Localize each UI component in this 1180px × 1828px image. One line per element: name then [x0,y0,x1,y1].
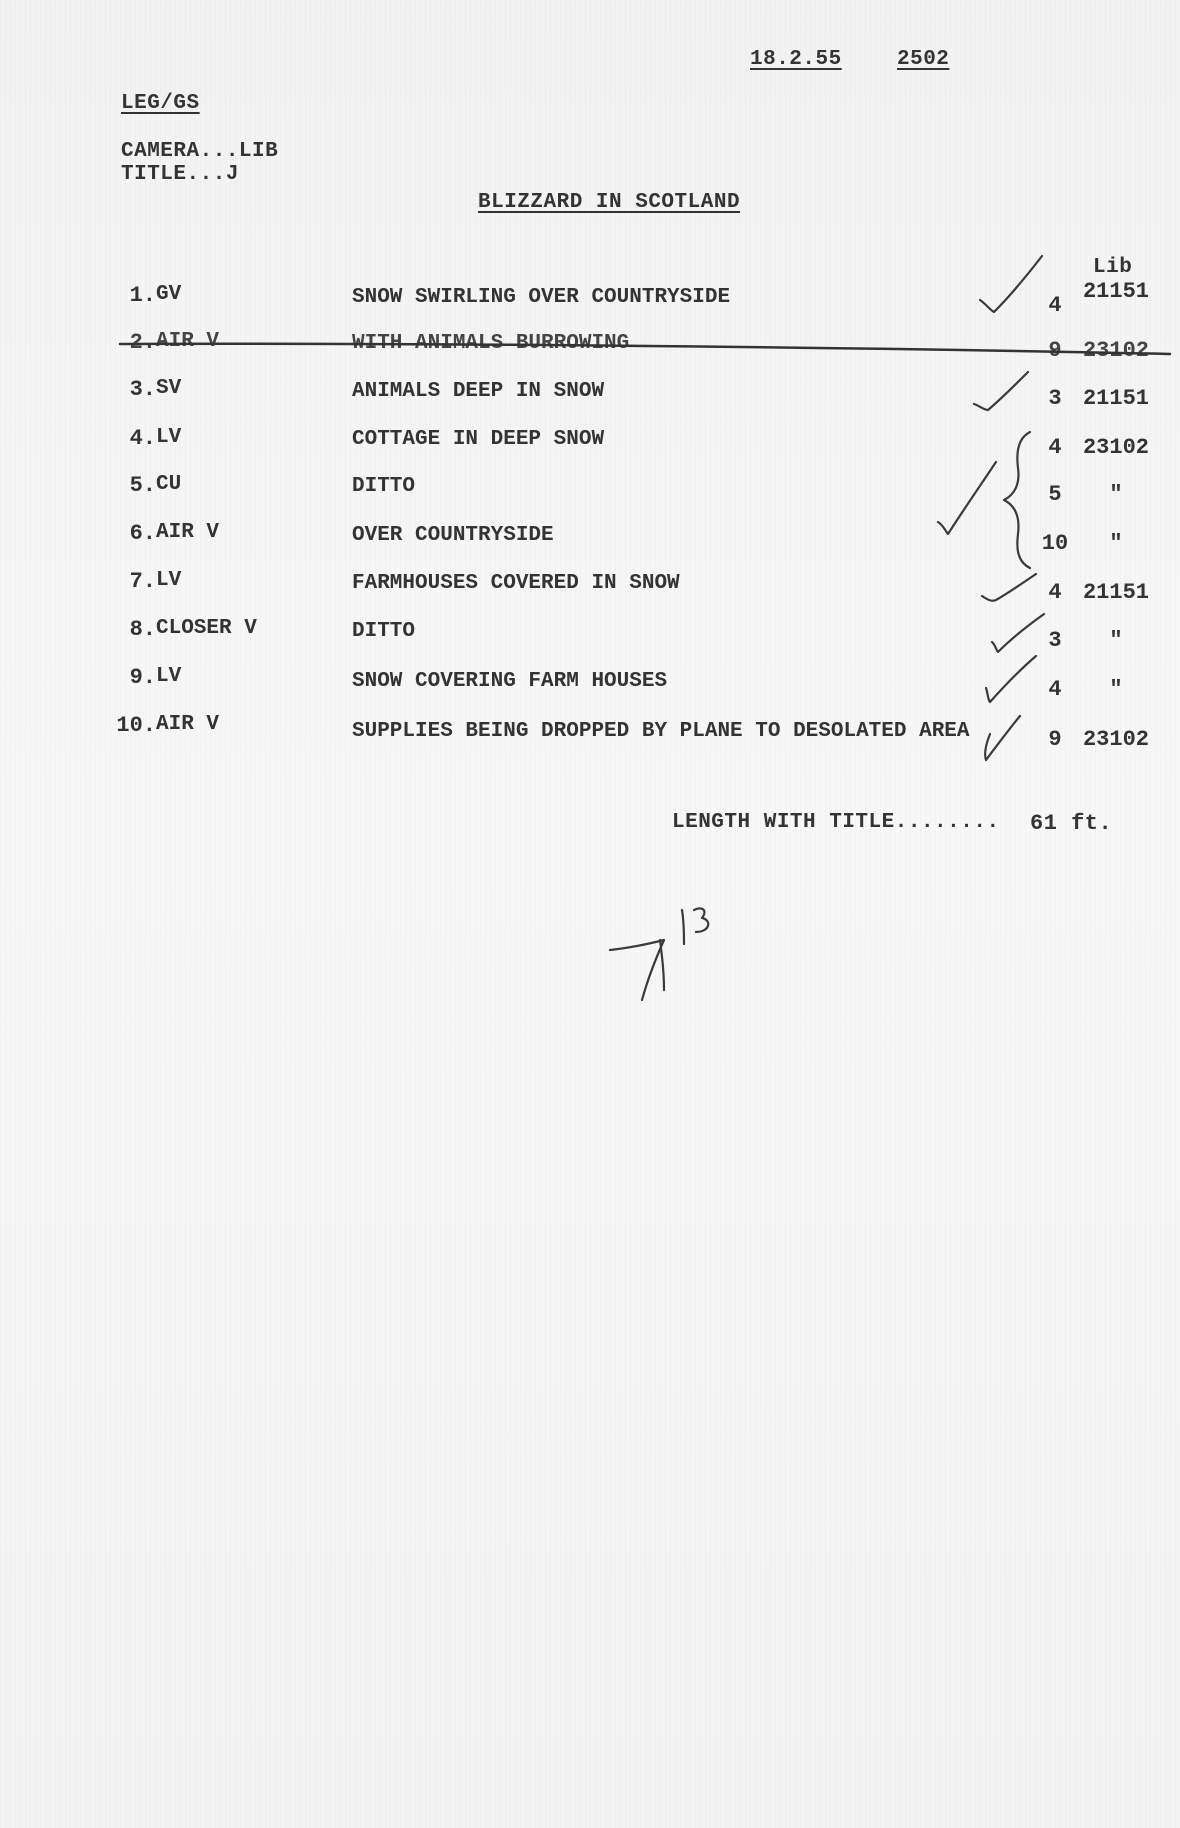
shot-description: WITH ANIMALS BURROWING [352,332,630,355]
title-line: TITLE...J [121,163,239,186]
shot-footage: 4 [1048,677,1062,702]
handwritten-number-71 [610,940,664,1000]
shot-library-number: 23102 [1082,338,1149,363]
shot-footage: 4 [1048,580,1062,605]
shot-description: OVER COUNTRYSIDE [352,524,554,547]
shot-description: SNOW COVERING FARM HOUSES [352,670,668,693]
shot-library-number: 21151 [1082,580,1149,605]
shot-library-number: 21151 [1082,386,1149,411]
shot-type: CLOSER V [156,617,257,640]
shot-footage: 10 [1041,531,1069,556]
shot-description: SUPPLIES BEING DROPPED BY PLANE TO DESOLATED AREA [352,720,970,743]
shot-number: 8. [129,617,156,642]
shot-type: AIR V [156,330,220,353]
camera-line: CAMERA...LIB [121,140,279,163]
handwritten-superscript-13 [682,908,708,944]
shot-type: LV [156,665,182,688]
shot-footage: 5 [1048,482,1062,507]
shot-library-number: " [1109,531,1123,556]
shot-number: 9. [129,665,156,690]
shot-library-number: " [1109,482,1123,507]
shot-footage: 4 [1048,435,1062,460]
shot-library-number: " [1109,677,1123,702]
shot-type: LV [156,426,182,449]
shot-library-number: 21151 [1082,279,1149,304]
length-label: LENGTH WITH TITLE........ [672,811,1000,834]
shot-type: CU [156,473,182,496]
shot-number: 1. [129,283,156,308]
shot-type: AIR V [156,521,220,544]
shot-number: 2. [129,330,156,355]
shot-description: ANIMALS DEEP IN SNOW [352,380,605,403]
shot-number: 5. [129,473,156,498]
shot-footage: 3 [1048,386,1062,411]
shot-number: 6. [129,521,156,546]
shot-number: 10. [116,713,156,738]
handwritten-annotation [0,0,1,1]
shot-library-number: " [1109,628,1123,653]
length-value: 61 ft. [1030,811,1113,836]
shot-description: FARMHOUSES COVERED IN SNOW [352,572,680,595]
shot-footage: 9 [1048,727,1062,752]
shot-type: GV [156,283,182,306]
shot-description: COTTAGE IN DEEP SNOW [352,428,605,451]
shot-footage: 9 [1048,338,1062,363]
shot-number: 7. [129,569,156,594]
date: 18.2.55 [750,48,842,71]
shot-description: SNOW SWIRLING OVER COUNTRYSIDE [352,286,731,309]
document-heading: BLIZZARD IN SCOTLAND [478,191,741,214]
shot-description: DITTO [352,620,416,643]
shot-description: DITTO [352,475,416,498]
tick-mark-icon [938,462,996,534]
shot-footage: 3 [1048,628,1062,653]
document-number: 2502 [897,48,950,71]
shot-type: AIR V [156,713,220,736]
reference-code: LEG/GS [121,92,200,115]
shot-footage: 4 [1048,293,1062,318]
shot-library-number: 23102 [1082,727,1149,752]
lib-column-heading: Lib [1093,256,1133,279]
shot-number: 3. [129,377,156,402]
shot-number: 4. [129,426,156,451]
shot-type: SV [156,377,182,400]
shot-type: LV [156,569,182,592]
shot-library-number: 23102 [1082,435,1149,460]
